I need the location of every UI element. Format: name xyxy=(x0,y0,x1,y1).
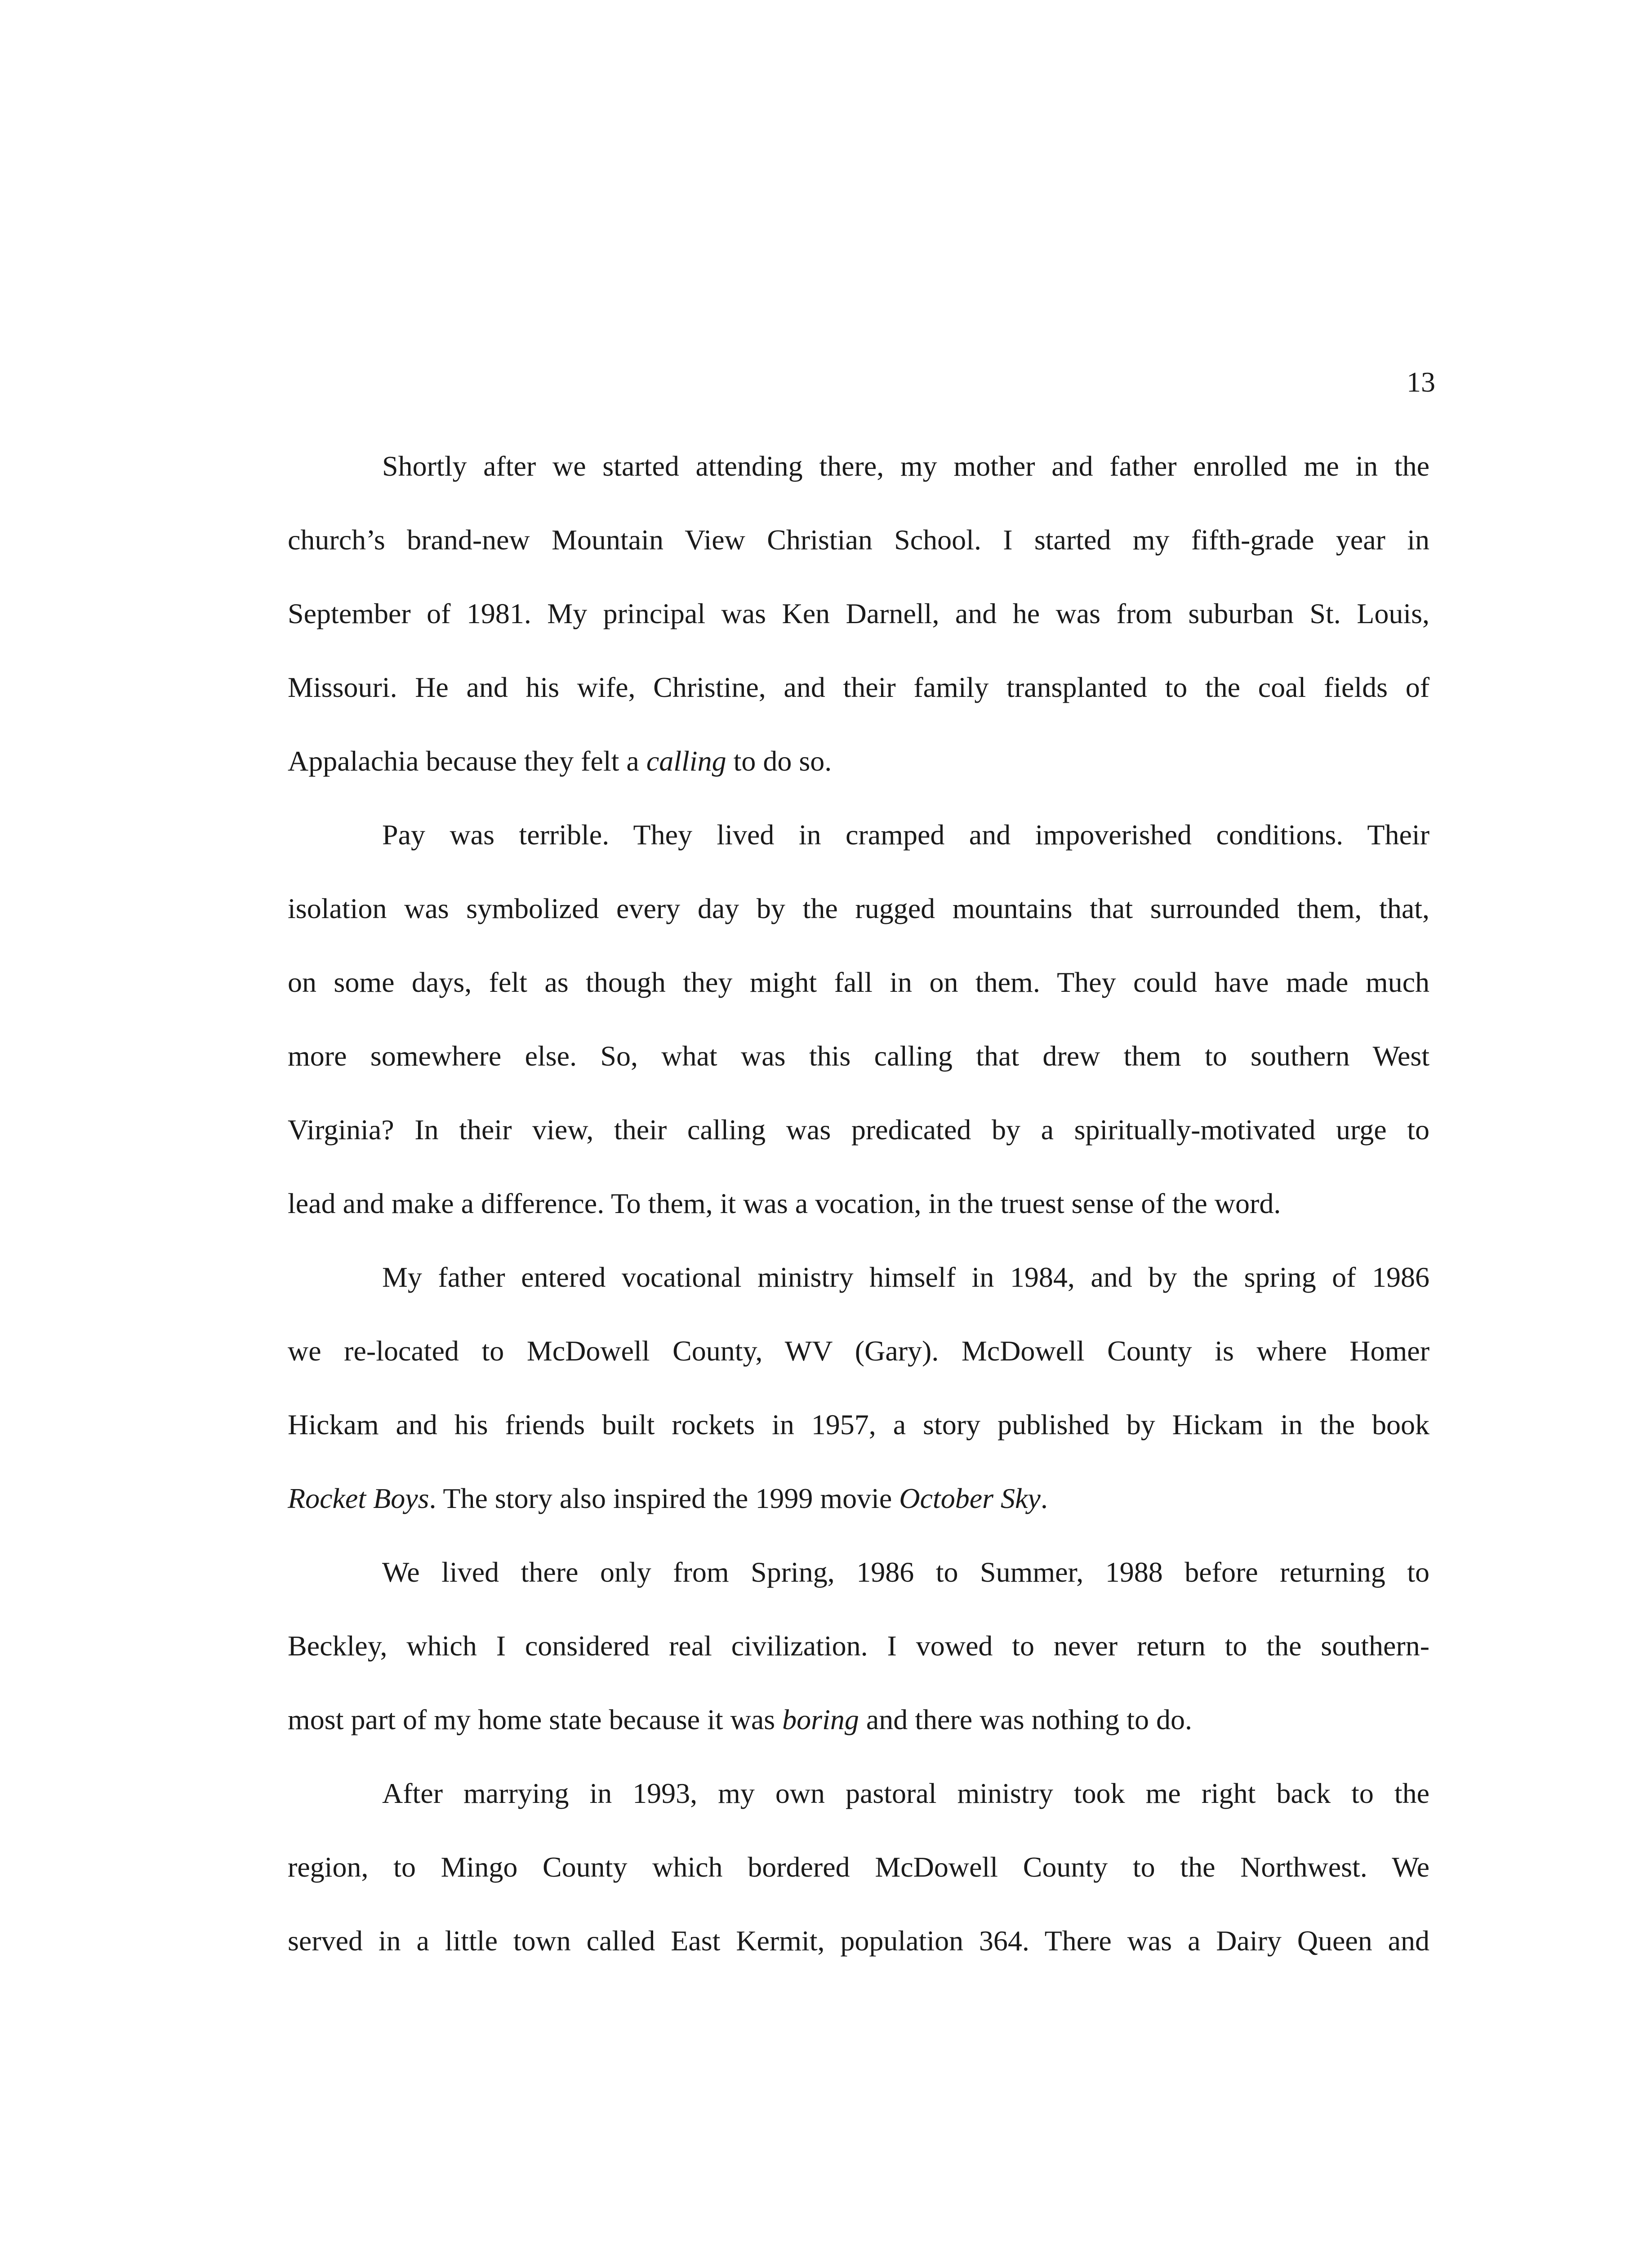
body-text xyxy=(288,429,1429,1978)
text-span: most part of my home state because it was xyxy=(288,1704,783,1735)
text-line: After marrying in 1993, my own pastoral ministry took me right back to the xyxy=(382,1777,1429,1809)
text-line: region, to Mingo County which bordered McDowell County to the Northwest. We xyxy=(288,1851,1429,1883)
text-span: Appalachia because they felt a xyxy=(288,745,646,777)
text-line: Virginia? In their view, their calling was predicated by a spiritually-motivated urge to xyxy=(288,1114,1429,1146)
text-line: served in a little town called East Kermit, population 364. There was a Dairy Queen and xyxy=(288,1925,1429,1957)
text-span: to do so. xyxy=(726,745,832,777)
text-line: Beckley, which I considered real civilization. I vowed to never return to the southern- xyxy=(288,1630,1429,1662)
text-line: September of 1981. My principal was Ken Darnell, and he was from suburban St. Louis, xyxy=(288,598,1429,629)
text-line: My father entered vocational ministry himself in 1984, and by the spring of 1986 xyxy=(382,1261,1429,1293)
italic-text: October Sky xyxy=(899,1482,1041,1514)
italic-text: calling xyxy=(646,745,726,777)
text-line: church’s brand-new Mountain View Christian School. I started my fifth-grade year in xyxy=(288,524,1429,556)
text-line xyxy=(288,724,1429,798)
text-line: we re-located to McDowell County, WV (Gary). McDowell County is where Homer xyxy=(288,1335,1429,1367)
text-line: We lived there only from Spring, 1986 to Summer, 1988 before returning to xyxy=(382,1556,1429,1588)
italic-text: boring xyxy=(782,1704,859,1735)
text-line: Shortly after we started attending there, my mother and father enrolled me in the xyxy=(382,450,1429,482)
text-span: and there was nothing to do. xyxy=(859,1704,1193,1735)
text-span: . The story also inspired the 1999 movie xyxy=(429,1482,899,1514)
text-span: . xyxy=(1040,1482,1048,1514)
text-line: Pay was terrible. They lived in cramped and impoverished conditions. Their xyxy=(382,819,1429,851)
text-line: isolation was symbolized every day by the rugged mountains that surrounded them, that, xyxy=(288,892,1429,924)
text-line: on some days, felt as though they might fall in on them. They could have made much xyxy=(288,966,1429,998)
text-line: Hickam and his friends built rockets in 1957, a story published by Hickam in the book xyxy=(288,1409,1429,1441)
italic-text: Rocket Boys xyxy=(288,1482,429,1514)
page-number: 13 xyxy=(1407,366,1435,398)
text-line: lead and make a difference. To them, it was a vocation, in the truest sense of the word. xyxy=(288,1187,1281,1219)
text-line xyxy=(288,1462,1429,1535)
text-line: more somewhere else. So, what was this calling that drew them to southern West xyxy=(288,1040,1429,1072)
text-line xyxy=(288,1683,1429,1757)
text-line: Missouri. He and his wife, Christine, and their family transplanted to the coal fields of xyxy=(288,671,1429,703)
